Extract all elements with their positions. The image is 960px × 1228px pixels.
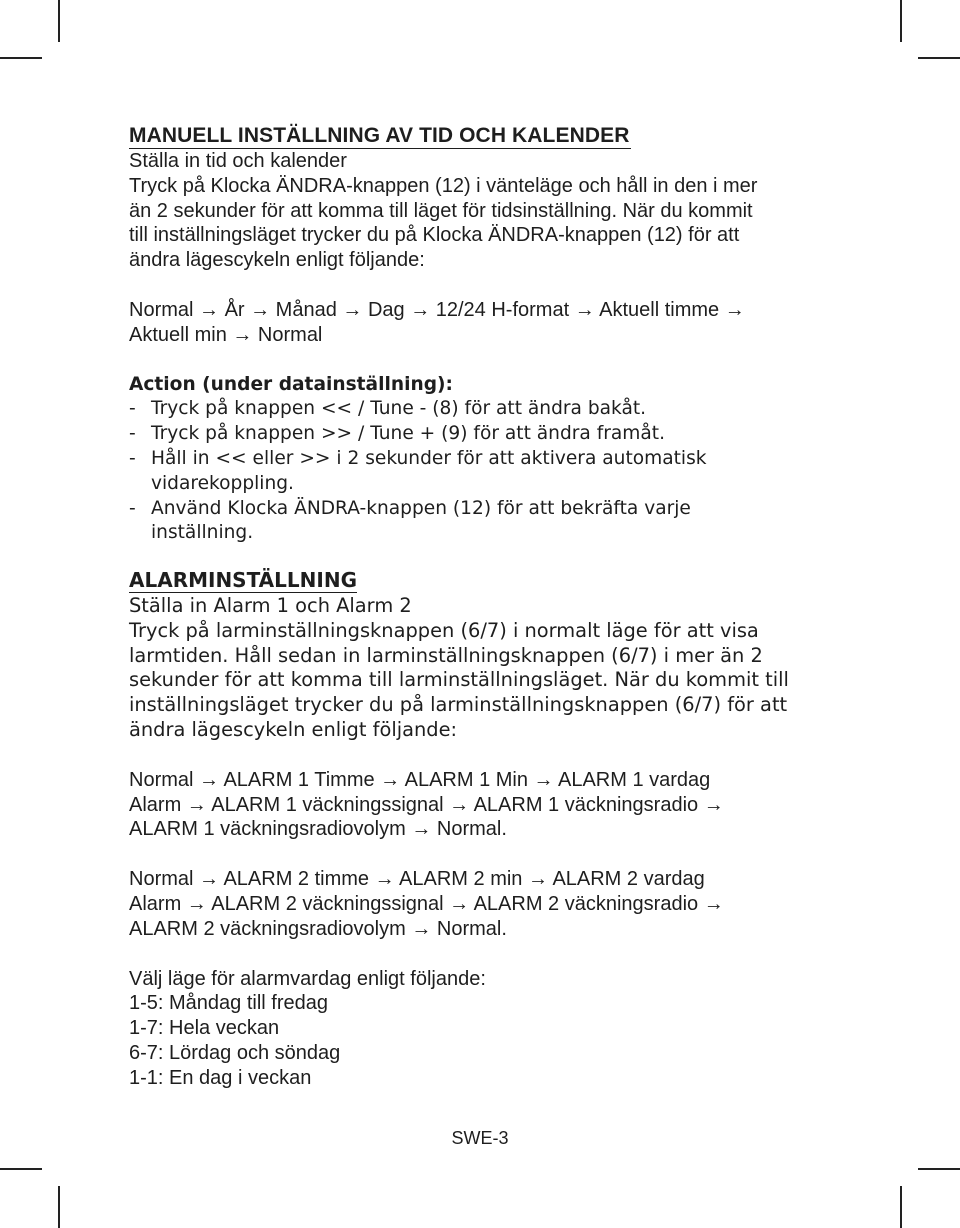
- list-item-text: Använd Klocka ÄNDRA-knappen (12) för att bekräfta varje: [151, 497, 691, 519]
- list-item: [129, 447, 829, 497]
- crop-mark-bottom-right-h: [918, 1168, 960, 1170]
- list-item: 1-1: En dag i veckan: [129, 1066, 312, 1089]
- alarm1-cycle: [129, 768, 829, 842]
- action-heading: Action (under datainställning):: [129, 373, 453, 395]
- crop-mark-top-left: [58, 0, 60, 42]
- cycle-line: ALARM 2 väckningsradiovolym → Normal.: [129, 917, 507, 940]
- intro-paragraph: [129, 619, 829, 743]
- list-item-text: Håll in << eller >> i 2 sekunder för att aktivera automatisk: [151, 447, 707, 469]
- crop-mark-bottom-left-h: [0, 1168, 42, 1170]
- crop-mark-top-right-h: [918, 57, 960, 59]
- intro-line: än 2 sekunder för att komma till läget för tidsinställning. När du kommit: [129, 199, 753, 222]
- list-item-text: Tryck på knappen << / Tune - (8) för att ändra bakåt.: [151, 398, 647, 420]
- intro-line: till inställningsläget trycker du på Klocka ÄNDRA-knappen (12) för att: [129, 224, 740, 247]
- page-footer: [0, 1128, 960, 1149]
- crop-mark-bottom-right: [900, 1186, 902, 1228]
- intro-line: Tryck på Klocka ÄNDRA-knappen (12) i vänteläge och håll in den i mer: [129, 174, 758, 197]
- intro-line: larmtiden. Håll sedan in larminställningsknappen (6/7) i mer än 2: [129, 643, 763, 667]
- cycle-line: Alarm → ALARM 1 väckningssignal → ALARM 1 väckningsradio →: [129, 793, 724, 816]
- list-dash: -: [129, 398, 136, 420]
- list-dash: -: [129, 423, 136, 445]
- weekday-intro: Välj läge för alarmvardag enligt följande:: [129, 967, 486, 990]
- cycle-line: ALARM 1 väckningsradiovolym → Normal.: [129, 818, 507, 841]
- list-item-text: Tryck på knappen >> / Tune + (9) för att ändra framåt.: [151, 423, 665, 445]
- cycle-line: Alarm → ALARM 2 väckningssignal → ALARM 2 väckningsradio →: [129, 892, 724, 915]
- intro-line: sekunder för att komma till larminställningsläget. När du kommit till: [129, 668, 789, 692]
- list-item: 1-7: Hela veckan: [129, 1017, 280, 1040]
- section-subtitle: Ställa in tid och kalender: [129, 150, 347, 172]
- intro-line: inställningsläget trycker du på larminställningsknappen (6/7) för att: [129, 693, 788, 717]
- section-subtitle: Ställa in Alarm 1 och Alarm 2: [129, 593, 412, 617]
- section-title-alarm: ALARMINSTÄLLNING: [129, 568, 357, 593]
- intro-paragraph: [129, 174, 829, 273]
- weekday-options: [129, 967, 829, 1091]
- list-item-text: inställning.: [151, 522, 254, 544]
- section-title-manual-time: MANUELL INSTÄLLNING AV TID OCH KALENDER: [129, 124, 630, 147]
- list-item: 6-7: Lördag och söndag: [129, 1041, 341, 1064]
- section-alarm: [129, 569, 829, 743]
- list-item: [129, 422, 829, 447]
- list-item: [129, 397, 829, 422]
- alarm2-cycle: [129, 867, 829, 941]
- list-item: [129, 497, 829, 547]
- crop-mark-top-right: [900, 0, 902, 42]
- document-body: [129, 124, 829, 1091]
- intro-line: Tryck på larminställningsknappen (6/7) i normalt läge för att visa: [129, 618, 759, 642]
- action-block: [129, 373, 829, 547]
- list-item: 1-5: Måndag till fredag: [129, 992, 329, 1015]
- list-item-text: vidarekoppling.: [151, 472, 294, 494]
- crop-mark-top-left-h: [0, 57, 42, 59]
- cycle-line: Normal → År → Månad → Dag → 12/24 H-format → Aktuell timme →: [129, 298, 745, 321]
- cycle-line: Aktuell min → Normal: [129, 323, 323, 346]
- section-manual-time: [129, 124, 829, 546]
- cycle-line: Normal → ALARM 2 timme → ALARM 2 min → ALARM 2 vardag: [129, 868, 705, 891]
- list-dash: -: [129, 447, 136, 469]
- intro-line: ändra lägescykeln enligt följande:: [129, 249, 425, 272]
- cycle-line: Normal → ALARM 1 Timme → ALARM 1 Min → ALARM 1 vardag: [129, 768, 711, 791]
- crop-mark-bottom-left: [58, 1186, 60, 1228]
- mode-cycle: [129, 298, 829, 348]
- intro-line: ändra lägescykeln enligt följande:: [129, 717, 458, 741]
- list-dash: -: [129, 497, 136, 519]
- page-number: SWE-3: [451, 1128, 509, 1148]
